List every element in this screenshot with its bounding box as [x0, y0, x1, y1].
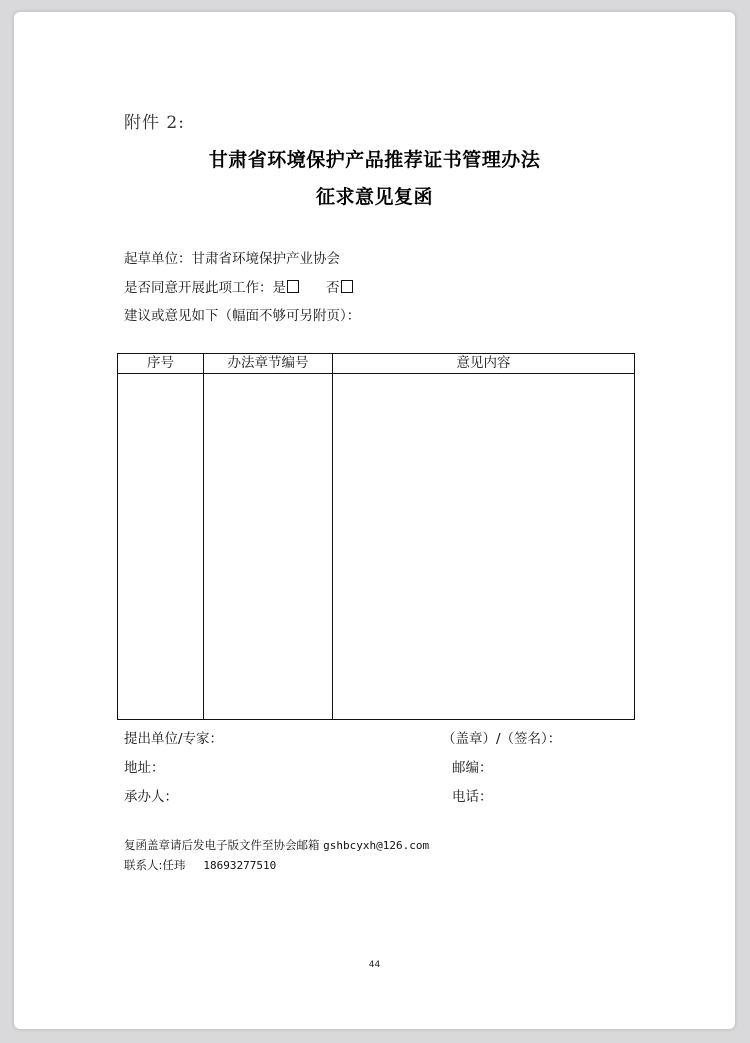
- seal-sign-label: （盖章）/（签名）：: [442, 731, 562, 747]
- agree-question-row: [124, 276, 354, 296]
- association-email: gshbcyxh@126.com: [323, 839, 430, 852]
- submission-note: [124, 837, 429, 853]
- page-number: 44: [368, 960, 381, 970]
- phone-label: 电话：: [452, 789, 493, 805]
- opinion-content-cell[interactable]: [333, 374, 635, 720]
- document-page: [14, 12, 735, 1029]
- submission-note-text: 复函盖章请后发电子版文件至协会邮箱: [124, 838, 320, 852]
- opinion-table: [117, 353, 635, 720]
- submitter-label: 提出单位/专家：: [124, 731, 224, 747]
- agree-question-label: 是否同意开展此项工作：: [124, 280, 273, 296]
- agree-no-checkbox[interactable]: [341, 280, 353, 293]
- header-serial-number: 序号: [118, 354, 204, 374]
- header-opinion-content: 意见内容: [333, 354, 635, 374]
- handler-label: 承办人：: [124, 789, 178, 805]
- contact-line: [124, 857, 276, 873]
- attachment-label: 附件 2:: [124, 113, 185, 133]
- table-row: [118, 374, 635, 720]
- chapter-number-cell[interactable]: [204, 374, 333, 720]
- opinion-table-header-row: [118, 354, 635, 374]
- contact-phone: 18693277510: [203, 859, 277, 872]
- agree-yes-checkbox[interactable]: [287, 280, 299, 293]
- header-chapter-number: 办法章节编号: [204, 354, 333, 374]
- document-title-line1: 甘肃省环境保护产品推荐证书管理办法: [208, 149, 541, 171]
- drafting-unit: 起草单位：甘肃省环境保护产业协会: [124, 251, 340, 267]
- suggestion-intro: 建议或意见如下（幅面不够可另附页）：: [124, 308, 361, 324]
- serial-number-cell[interactable]: [118, 374, 204, 720]
- agree-no-label: 否: [326, 280, 340, 296]
- document-title-line2: 征求意见复函: [315, 186, 433, 208]
- contact-person: 联系人:任玮: [124, 858, 186, 872]
- agree-yes-label: 是: [272, 280, 286, 296]
- address-label: 地址：: [124, 760, 165, 776]
- postcode-label: 邮编：: [452, 760, 493, 776]
